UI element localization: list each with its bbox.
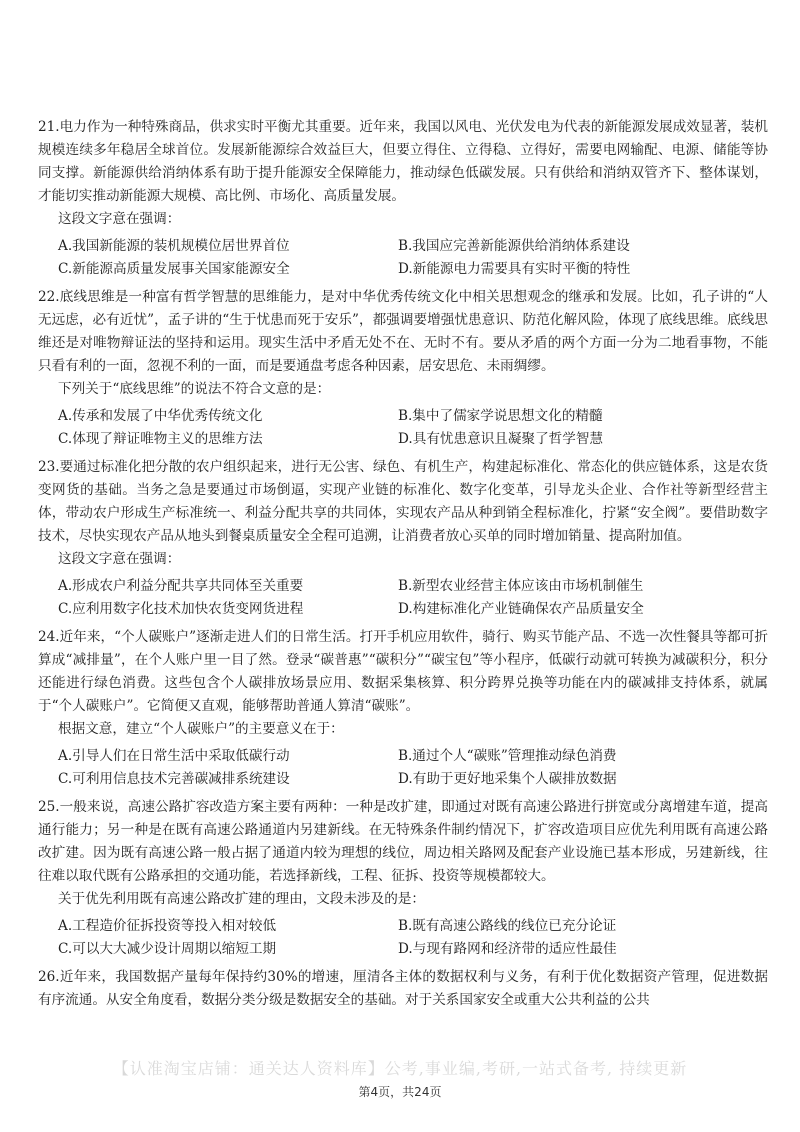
option-d: D.具有忧患意识且凝聚了哲学智慧	[398, 431, 604, 447]
option-a: A.工程造价征拆投资等投入相对较低	[58, 918, 277, 934]
option-d: D.有助于更好地采集个人碳排放数据	[398, 771, 617, 787]
option-b: B.既有高速公路线的线位已充分论证	[398, 918, 617, 934]
options-grid	[38, 575, 768, 621]
option-c: C.新能源高质量发展事关国家能源安全	[58, 261, 290, 277]
options-grid	[38, 405, 768, 451]
options-grid	[38, 235, 768, 281]
question-prompt: 根据文意，建立“个人碳账户”的主要意义在于：	[58, 721, 344, 737]
question-prompt: 下列关于“底线思维”的说法不符合文意的是：	[58, 381, 331, 397]
option-a: A.形成农户利益分配共享共同体至关重要	[58, 578, 304, 594]
question-list	[38, 116, 768, 1017]
question-23	[38, 456, 768, 621]
options-grid	[38, 915, 768, 961]
watermark: 【认准淘宝店铺：通关达人资料库】公考,事业编,考研,一站式备考, 持续更新	[112, 1059, 688, 1078]
question-prompt: 这段文字意在强调：	[58, 211, 181, 227]
page-number: 第4页，共24页	[358, 1085, 442, 1099]
question-text: 近年来，我国数据产量每年保持约30%的增速，厘清各主体的数据权利与义务，有利于优化数据资产管理，促进数据有序流通。从安全角度看，数据分类分级是数据安全的基础。对于关系国家安全或重大公共利益的公共	[38, 969, 768, 1008]
question-stem	[38, 116, 768, 208]
question-number: 25.	[38, 799, 60, 815]
question-26	[38, 966, 768, 1012]
option-c: C.可利用信息技术完善碳减排系统建设	[58, 771, 290, 787]
question-number: 24.	[38, 629, 60, 645]
options-grid	[38, 745, 768, 791]
question-prompt: 关于优先利用既有高速公路改扩建的理由，文段未涉及的是：	[58, 891, 426, 907]
question-number: 22.	[38, 289, 60, 305]
question-text: 近年来，“个人碳账户”逐渐走进人们的日常生活。打开手机应用软件，骑行、购买节能产品、不选一次性餐具等都可折算成“减排量”，在个人账户里一目了然。登录“碳普惠”“碳积分”“碳宝包”等小程序，低碳行动就可转换为减碳积分，积分还能进行绿色消费。这些包含个人碳排放场景应用、数据采集核算、积分跨界兑换等功能在内的碳减排支持体系，就属于“个人碳账户”。它简便又直观，能够帮助普通人算清“碳账”。	[38, 629, 768, 714]
question-22	[38, 286, 768, 451]
question-text: 一般来说，高速公路扩容改造方案主要有两种：一种是改扩建，即通过对既有高速公路进行拼宽或分离增建车道，提高通行能力；另一种是在既有高速公路通道内另建新线。在无特殊条件制约情况下，扩容改造项目应优先利用既有高速公路改扩建。因为既有高速公路一般占据了通道内较为理想的线位，周边相关路网及配套产业设施已基本形成，另建新线，往往难以取代既有公路承担的交通功能，若选择新线，工程、征拆、投资等规模都较大。	[38, 799, 768, 884]
question-number: 23.	[38, 459, 60, 475]
option-c: C.体现了辩证唯物主义的思维方法	[58, 431, 263, 447]
question-21	[38, 116, 768, 281]
question-number: 26.	[38, 969, 60, 985]
option-d: D.构建标准化产业链确保农产品质量安全	[398, 601, 644, 617]
question-stem	[38, 456, 768, 548]
question-stem	[38, 286, 768, 378]
question-prompt: 这段文字意在强调：	[58, 551, 181, 567]
question-text: 电力作为一种特殊商品，供求实时平衡尤其重要。近年来，我国以风电、光伏发电为代表的新能源发展成效显著，装机规模连续多年稳居全球首位。发展新能源综合效益巨大，但要立得住、立得稳、立得好，需要电网输配、电源、储能等协同支撑。新能源供给消纳体系有助于提升能源安全保障能力，推动绿色低碳发展。只有供给和消纳双管齐下、整体谋划，才能切实推动新能源大规模、高比例、市场化、高质量发展。	[38, 119, 768, 204]
option-c: C.应利用数字化技术加快农货变网货进程	[58, 601, 304, 617]
question-25	[38, 796, 768, 961]
option-a: A.我国新能源的装机规模位居世界首位	[58, 238, 290, 254]
option-d: D.新能源电力需要具有实时平衡的特性	[398, 261, 631, 277]
question-text: 要通过标准化把分散的农户组织起来，进行无公害、绿色、有机生产，构建起标准化、常态化的供应链体系，这是农货变网货的基础。当务之急是要通过市场倒逼，实现产业链的标准化、数字化变革，引导龙头企业、合作社等新型经营主体，带动农户形成生产标准统一、利益分配共享的共同体，实现农产品从种到销全程标准化，拧紧“安全阀”。要借助数字技术，尽快实现农产品从地头到餐桌质量安全全程可追溯，让消费者放心买单的同时增加销量、提高附加值。	[38, 459, 768, 544]
question-stem	[38, 966, 768, 1012]
option-b: B.我国应完善新能源供给消纳体系建设	[398, 238, 630, 254]
question-24	[38, 626, 768, 791]
option-d: D.与现有路网和经济带的适应性最佳	[398, 941, 617, 957]
option-c: C.可以大大减少设计周期以缩短工期	[58, 941, 277, 957]
question-number: 21.	[38, 119, 60, 135]
question-stem	[38, 796, 768, 888]
option-b: B.通过个人“碳账”管理推动绿色消费	[398, 748, 617, 764]
question-stem	[38, 626, 768, 718]
option-a: A.引导人们在日常生活中采取低碳行动	[58, 748, 290, 764]
question-text: 底线思维是一种富有哲学智慧的思维能力，是对中华优秀传统文化中相关思想观念的继承和发展。比如，孔子讲的“人无远虑，必有近忧”，孟子讲的“生于忧患而死于安乐”，都强调要增强忧患意识、防范化解风险，体现了底线思维。底线思维还是对唯物辩证法的坚持和运用。现实生活中矛盾无处不在、无时不有。要从矛盾的两个方面一分为二地看事物，不能只看有利的一面，忽视不利的一面，而是要通盘考虑各种因素，居安思危、未雨绸缪。	[38, 289, 768, 374]
option-b: B.集中了儒家学说思想文化的精髓	[398, 408, 603, 424]
option-a: A.传承和发展了中华优秀传统文化	[58, 408, 263, 424]
option-b: B.新型农业经营主体应该由市场机制催生	[398, 578, 644, 594]
